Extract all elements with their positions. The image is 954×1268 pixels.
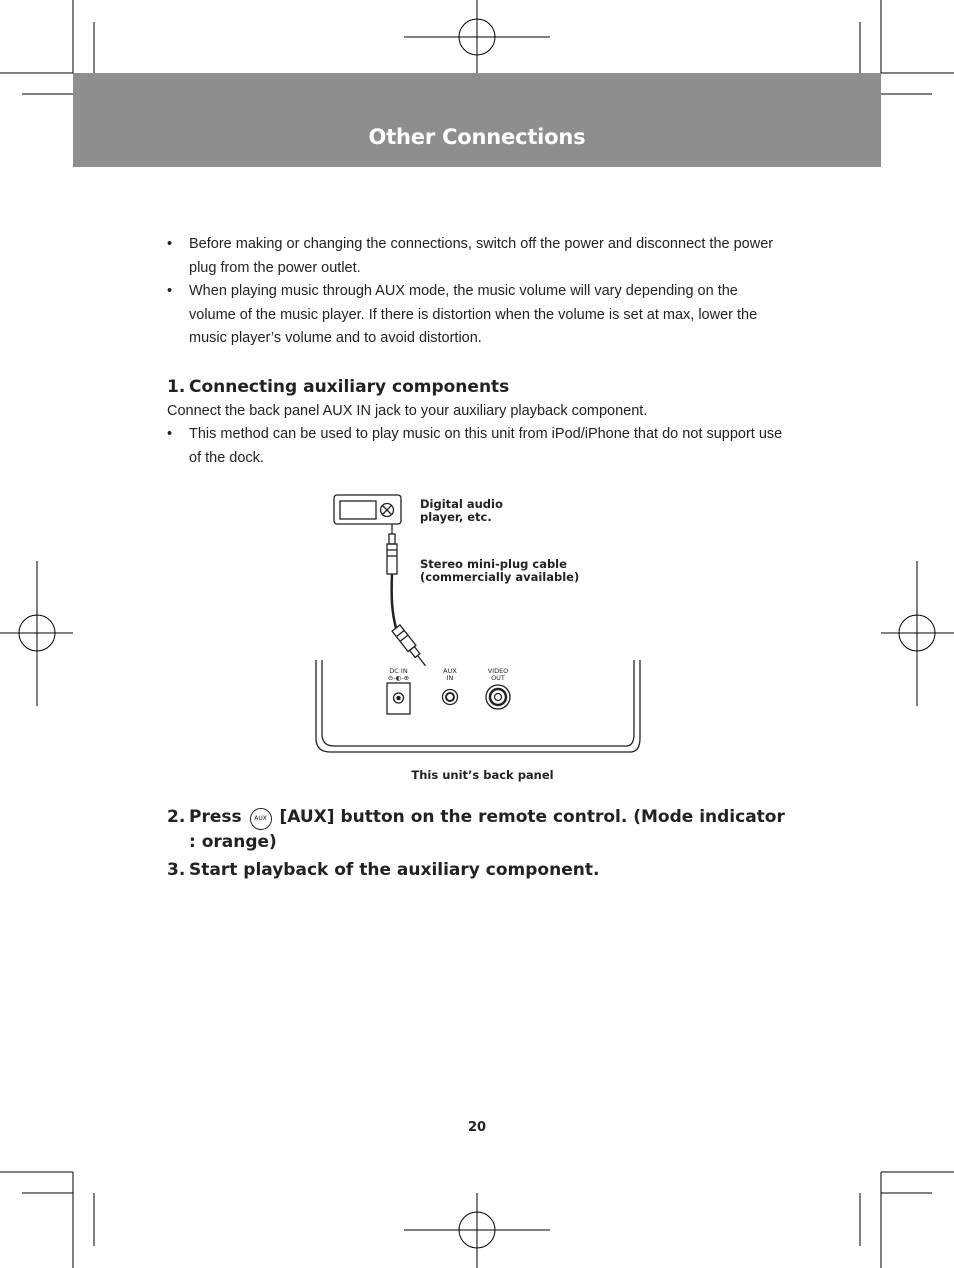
page-number: 20	[467, 1120, 487, 1135]
step-number: 3.	[167, 860, 186, 880]
step-number: 2.	[167, 807, 186, 827]
step-2-prefix: Press	[189, 807, 242, 827]
cable-label	[420, 558, 579, 584]
player-label	[420, 498, 503, 524]
step-2-text	[189, 805, 787, 855]
diagram-drawing	[300, 488, 660, 788]
player-label-line: Digital audio	[420, 497, 503, 511]
aux-in-label: AUX	[443, 667, 457, 675]
step-3	[167, 858, 787, 883]
section-notes	[167, 423, 787, 470]
page-title: Other Connections	[368, 125, 586, 149]
figure-caption: This unit’s back panel	[411, 768, 554, 782]
connection-diagram	[300, 488, 660, 788]
section-heading	[167, 375, 787, 400]
section-intro: Connect the back panel AUX IN jack to your auxiliary playback component.	[167, 402, 648, 419]
section-note: • This method can be used to play music on this unit from iPod/iPhone that do not support use of the dock.	[167, 423, 787, 470]
precaution-item: • When playing music through AUX mode, the music volume will vary depending on the volume of the music player. If there is distortion when the volume is set at max, lower the music player’s volume and to avoid distortion.	[167, 280, 787, 351]
aux-in-label-2: IN	[446, 674, 454, 682]
aux-button-icon: AUX	[250, 808, 272, 830]
cable-label-line: (commercially available)	[420, 570, 580, 584]
step-number: 1.	[167, 376, 186, 397]
dc-in-label: DC IN	[389, 667, 408, 675]
precaution-list	[167, 233, 787, 351]
step-3-text: Start playback of the auxiliary component.	[189, 860, 600, 880]
step-2	[167, 805, 787, 855]
video-out-label-2: OUT	[491, 674, 505, 682]
header-banner	[73, 73, 881, 167]
precaution-item: • Before making or changing the connections, switch off the power and disconnect the power plug from the power outlet.	[167, 233, 787, 280]
cable-label-line: Stereo mini-plug cable	[420, 557, 567, 571]
player-label-line: player, etc.	[420, 510, 492, 524]
step-heading-text: Connecting auxiliary components	[189, 376, 510, 397]
video-out-label: VIDEO	[487, 667, 509, 675]
dc-in-polarity: ⊖-◐-⊕	[387, 674, 410, 682]
audio-player	[334, 495, 401, 524]
step-2-instruction: [AUX] button on the remote control. (Mode indicator : orange)	[189, 807, 785, 852]
